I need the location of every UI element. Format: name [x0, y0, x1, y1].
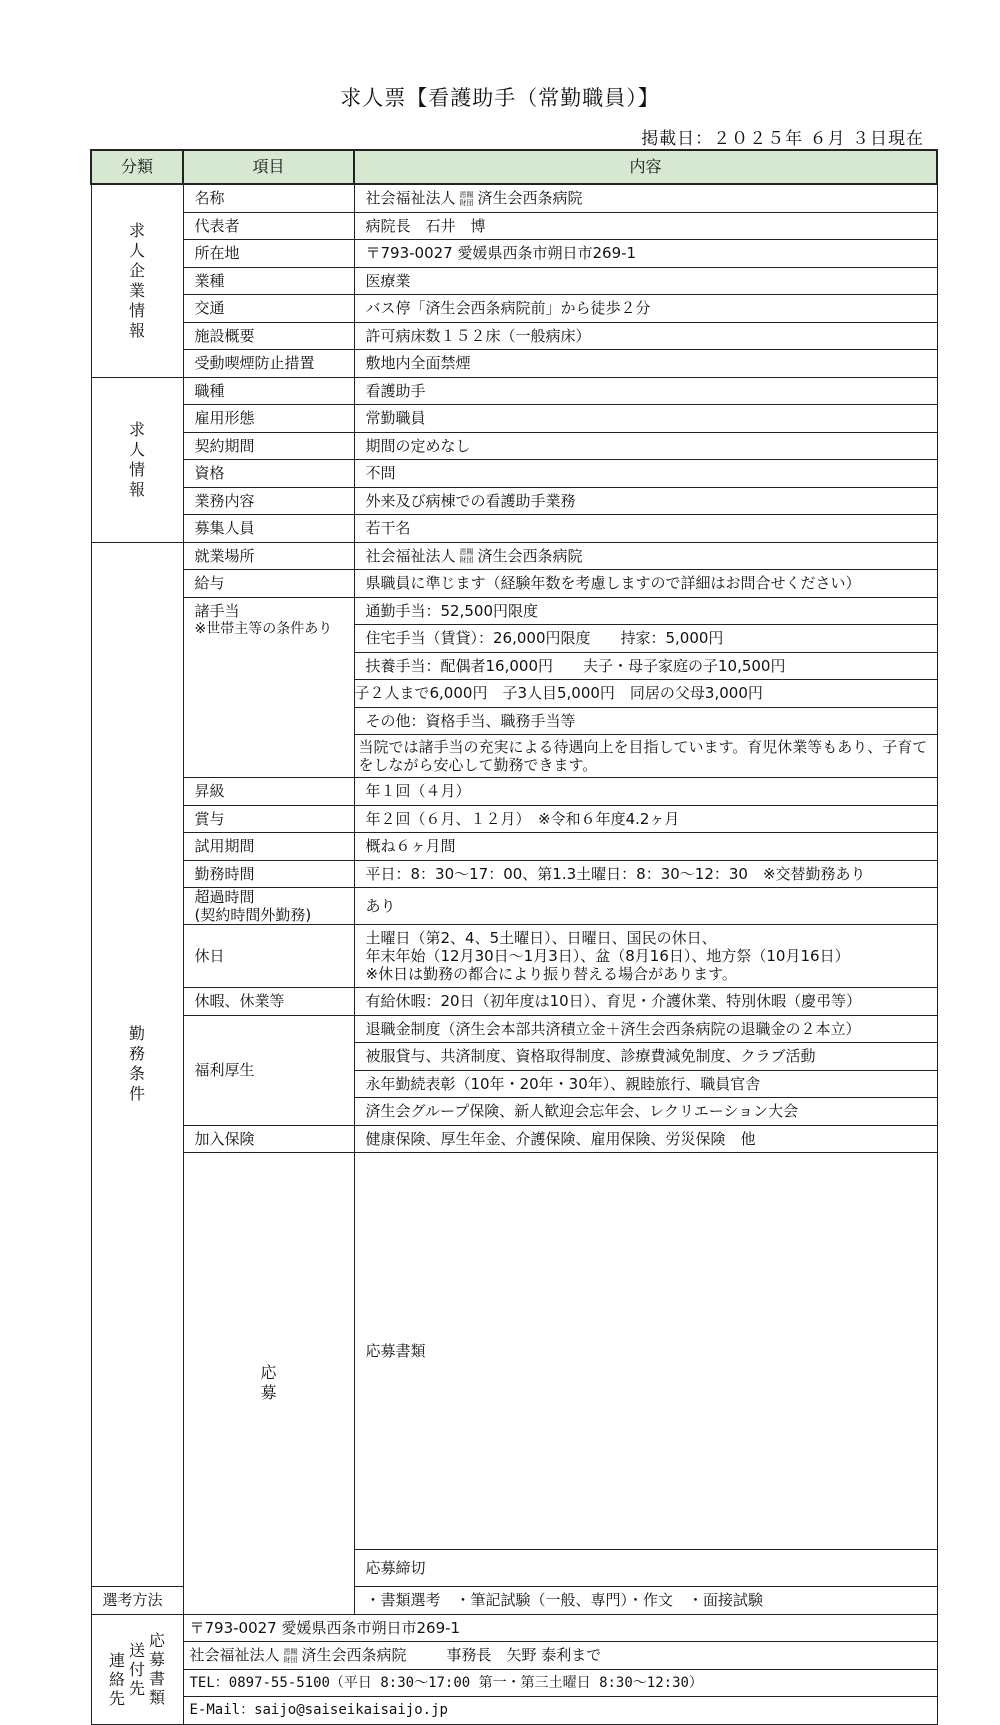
- table-row: E-Mail：saijo@saiseikaisaijo.jp: [91, 1697, 937, 1725]
- table-row: 昇級 年１回（４月）: [91, 778, 937, 806]
- table-row: 福利厚生 退職金制度（済生会本部共済積立金＋済生会西条病院の退職金の２本立）: [91, 1015, 937, 1043]
- table-row: 加入保険 健康保険、厚生年金、介護保険、雇用保険、労災保険 他: [91, 1125, 937, 1153]
- table-row: 住宅手当（賃貸）：26,000円限度 持家：5,000円: [91, 625, 937, 653]
- table-row: その他：資格手当、職務手当等: [91, 707, 937, 735]
- table-row: 資格 不問: [91, 460, 937, 488]
- onshi-zaidan-mark: 恩賜 財団: [283, 1647, 298, 1664]
- table-row: 契約期間 期間の定めなし: [91, 432, 937, 460]
- table-row: 給与 県職員に準じます（経験年数を考慮しますので詳細はお問合せください）: [91, 570, 937, 598]
- contact-organization: 社会福祉法人 恩賜 財団 済生会西条病院 事務長 矢野 泰利まで: [183, 1642, 937, 1670]
- table-row: 募集人員 若干名: [91, 515, 937, 543]
- table-row: 休暇、休業等 有給休暇：20日（初年度は10日）、育児・介護休業、特別休暇（慶弔等）: [91, 988, 937, 1016]
- job-posting-table: [90, 149, 938, 1725]
- table-row: 応募 応募書類: [91, 1153, 937, 1550]
- table-row: 交通 バス停「済生会西条病院前」から徒歩２分: [91, 295, 937, 323]
- onshi-zaidan-mark: 恩賜 財団: [459, 190, 474, 207]
- category-work-conditions: 勤務条件: [91, 542, 183, 1587]
- table-row: 勤務時間 平日：8：30～17：00、第1.3土曜日：8：30～12：30 ※交替勤務あり: [91, 860, 937, 888]
- label-overtime: 超過時間 (契約時間外勤務): [183, 888, 354, 925]
- table-row: 試用期間 概ね６ヶ月間: [91, 833, 937, 861]
- table-row: [91, 184, 937, 212]
- table-row: 扶養手当：配偶者16,000円 夫子・母子家庭の子10,500円: [91, 652, 937, 680]
- header-category: 分類: [91, 150, 183, 184]
- table-row: 勤務条件 就業場所 社会福祉法人 恩賜 財団 済生会西条病院: [91, 542, 937, 570]
- page-title: 求人票【看護助手（常勤職員）】: [340, 86, 660, 110]
- table-header-row: [91, 150, 937, 184]
- category-company-info: 求人企業情報: [91, 184, 183, 377]
- category-contact: 連絡先 送付先 応募書類: [91, 1614, 183, 1724]
- table-row: 被服貸与、共済制度、資格取得制度、診療費減免制度、クラブ活動: [91, 1043, 937, 1071]
- table-row: 超過時間 (契約時間外勤務) あり: [91, 888, 937, 925]
- value-workplace: 社会福祉法人 恩賜 財団 済生会西条病院: [354, 542, 937, 570]
- header-content: 内容: [354, 150, 937, 184]
- table-row: 賞与 年２回（６月、１２月） ※令和６年度4.2ヶ月: [91, 805, 937, 833]
- value-holidays: 土曜日（第2、4、5土曜日）、日曜日、国民の休日、 年末年始（12月30日～1月3日）、盆（8月16日）、地方祭（10月16日） ※休日は勤務の都合により振り替える場合があります。: [354, 925, 937, 988]
- table-row: 受動喫煙防止措置 敷地内全面禁煙: [91, 350, 937, 378]
- table-row: 応募締切: [91, 1550, 937, 1587]
- table-row: 業務内容 外来及び病棟での看護助手業務: [91, 487, 937, 515]
- table-row: 求人情報 職種 看護助手: [91, 377, 937, 405]
- table-row: 諸手当 ※世帯主等の条件あり 通勤手当：52,500円限度: [91, 597, 937, 625]
- table-row: 休日 土曜日（第2、4、5土曜日）、日曜日、国民の休日、 年末年始（12月30日～1月3日）、盆（8月16日）、地方祭（10月16日） ※休日は勤務の都合により振り替える場合があります。: [91, 925, 937, 988]
- table-row: 業種 医療業: [91, 267, 937, 295]
- posting-date: 掲載日：２０２５年 ６月 ３日現在: [641, 129, 924, 149]
- table-row: TEL：0897-55-5100（平日 8:30～17:00 第一・第三土曜日 8:30～12:30）: [91, 1669, 937, 1697]
- header-item: 項目: [183, 150, 354, 184]
- table-row: 選考方法 ・書類選考 ・筆記試験（一般、専門）・作文 ・面接試験: [91, 1587, 937, 1615]
- label-name: 名称: [183, 184, 354, 212]
- label-allowances: 諸手当 ※世帯主等の条件あり: [183, 597, 354, 778]
- table-row: [91, 1642, 937, 1670]
- table-row: 所在地 〒793-0027 愛媛県西条市朔日市269-1: [91, 240, 937, 268]
- category-application: 応募: [183, 1153, 354, 1615]
- value-name: 社会福祉法人 恩賜 財団 済生会西条病院: [354, 184, 937, 212]
- table-row: 子２人まで6,000円 子3人目5,000円 同居の父母3,000円: [91, 680, 937, 708]
- table-row: 連絡先 送付先 応募書類 〒793-0027 愛媛県西条市朔日市269-1: [91, 1614, 937, 1642]
- table-row: 代表者 病院長 石井 博: [91, 212, 937, 240]
- category-job-info: 求人情報: [91, 377, 183, 542]
- table-row: 施設概要 許可病床数１５２床（一般病床）: [91, 322, 937, 350]
- table-row: 済生会グループ保険、新人歓迎会忘年会、レクリエーション大会: [91, 1098, 937, 1126]
- table-row: 雇用形態 常勤職員: [91, 405, 937, 433]
- table-row: 永年勤続表彰（10年・20年・30年）、親睦旅行、職員官舎: [91, 1070, 937, 1098]
- table-row: 当院では諸手当の充実による待遇向上を目指しています。育児休業等もあり、子育てをしながら安心して勤務できます。: [91, 735, 937, 778]
- onshi-zaidan-mark: 恩賜 財団: [459, 548, 474, 565]
